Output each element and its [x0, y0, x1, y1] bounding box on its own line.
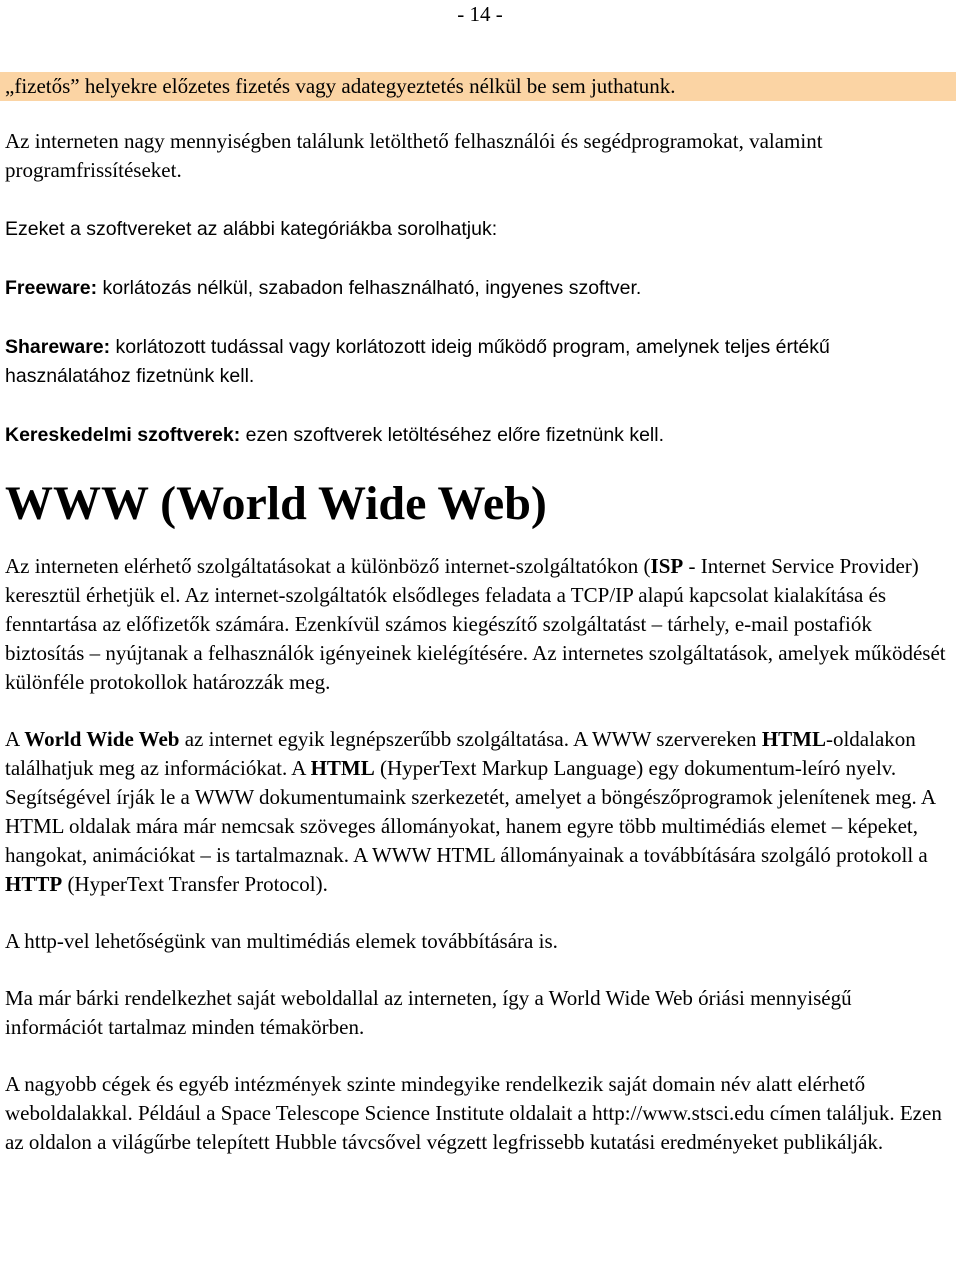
- companies-paragraph: A nagyobb cégek és egyéb intézmények szinte mindegyike rendelkezik saját domain név alatt elérhető weboldalakkal. Például a Space Telescope Science Institute oldalait a http://www.stsci.edu címen találjuk. Ezen az oldalon a világűrbe telepített Hubble távcsővel végzett legfrissebb kutatási eredményeket publikálják.: [5, 1072, 942, 1154]
- www-text-1: A: [5, 727, 25, 751]
- shareware-text: korlátozott tudással vagy korlátozott ideig működő program, amelynek teljes értékű használatához fizetnünk kell.: [5, 336, 830, 387]
- commercial-text: ezen szoftverek letöltéséhez előre fizetnünk kell.: [240, 424, 665, 446]
- www-term: World Wide Web: [24, 727, 180, 751]
- commercial-term: Kereskedelmi szoftverek:: [5, 424, 241, 446]
- freeware-definition: [5, 274, 953, 303]
- html-term-1: HTML: [761, 727, 826, 751]
- commercial-definition: [5, 421, 953, 450]
- www-text-5: (HyperText Transfer Protocol).: [62, 872, 328, 896]
- isp-paragraph: [5, 552, 953, 697]
- www-text-4: (HyperText Markup Language) egy dokumentum-leíró nyelv. Segítségével írják le a WWW dokumentumaink szerkezetét, amelyet a böngészőprogramok jelenítenek meg. A HTML oldalak mára már nemcsak szöveges állományokat, hanem egyre több multimédiás elemet – képeket, hangokat, animációkat – is tartalmaznak. A WWW HTML állományainak a továbbítására szolgáló protokoll a: [5, 756, 935, 867]
- html-term-2: HTML: [310, 756, 375, 780]
- isp-text-1: Az interneten elérhető szolgáltatásokat a különböző internet-szolgáltatókon (: [5, 554, 651, 578]
- isp-text-2: - Internet Service Provider) keresztül érhetjük el. Az internet-szolgáltatók elsődleges feladata a TCP/IP alapú kapcsolat kialakítása és fenntartása az előfizetők számára. Ezenkívül számos kiegészítő szolgáltatást – tárhely, e-mail postafiók biztosítás – nyújtanak a felhasználók igényeinek kielégítésére. Az internetes szolgáltatások, amelyek működését különféle protokollok határozzák meg.: [5, 554, 946, 694]
- isp-term: ISP: [650, 554, 684, 578]
- www-text-2: az internet egyik legnépszerűbb szolgáltatása. A WWW szervereken: [179, 727, 762, 751]
- shareware-definition: [5, 333, 953, 391]
- document-body: [5, 127, 953, 1157]
- intro-paragraph: Az interneten nagy mennyiségben találunk letölthető felhasználói és segédprogramokat, valamint programfrissítéseket.: [5, 129, 823, 182]
- freeware-term: Freeware:: [5, 277, 98, 299]
- categories-intro: Ezeket a szoftvereket az alábbi kategóriákba sorolhatjuk:: [5, 218, 498, 240]
- shareware-term: Shareware:: [5, 336, 111, 358]
- anyone-website-paragraph: Ma már bárki rendelkezhet saját weboldallal az interneten, így a World Wide Web óriási mennyiségű információt tartalmaz minden témakörben.: [5, 986, 852, 1039]
- www-text-3: -oldalakon találhatjuk meg az információkat. A: [5, 727, 916, 780]
- http-term: HTTP: [5, 872, 63, 896]
- section-heading: WWW (World Wide Web): [5, 477, 547, 530]
- http-paragraph: A http-vel lehetőségünk van multimédiás elemek továbbítására is.: [5, 929, 558, 953]
- page-number: - 14 -: [457, 2, 503, 26]
- freeware-text: korlátozás nélkül, szabadon felhasználható, ingyenes szoftver.: [97, 277, 642, 299]
- highlighted-text-line: „fizetős” helyekre előzetes fizetés vagy adategyeztetés nélkül be sem juthatunk.: [0, 72, 956, 101]
- www-paragraph: [5, 725, 953, 899]
